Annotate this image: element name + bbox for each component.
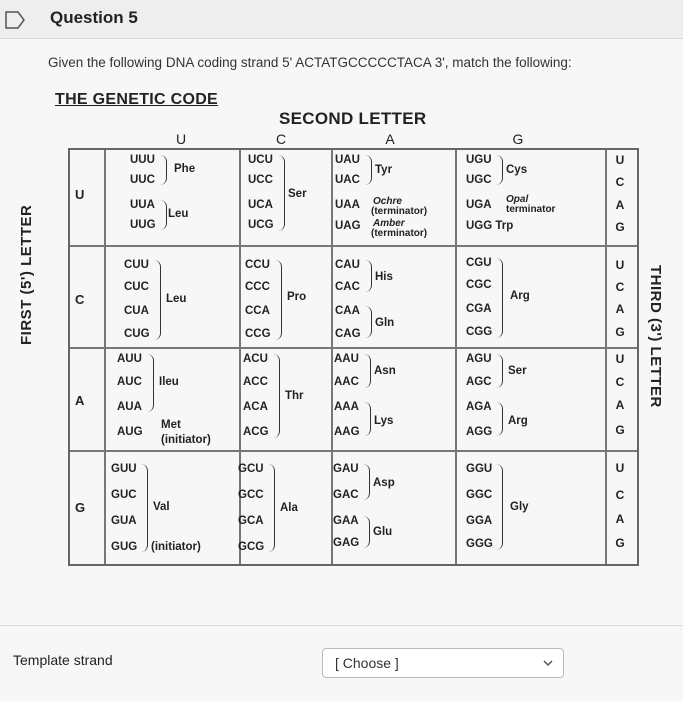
third-letter-label: THIRD (3') LETTER <box>647 265 664 408</box>
amino-acid: Tyr <box>375 164 393 176</box>
amino-acid: His <box>375 271 393 283</box>
question-header <box>0 0 683 39</box>
codon: CCC <box>245 281 270 293</box>
codon: AGU <box>466 353 492 365</box>
amino-acid: Ileu <box>159 376 179 388</box>
third-base: A <box>615 198 625 212</box>
codon: UGA <box>466 199 492 211</box>
codon: AGC <box>466 376 492 388</box>
codon: CUU <box>124 259 149 271</box>
first-base-c: C <box>75 292 85 307</box>
codon: UAG <box>335 220 361 232</box>
codon: GCG <box>238 541 265 553</box>
codon: CGG <box>466 326 493 338</box>
third-base: G <box>615 423 625 437</box>
codon: UGG Trp <box>466 220 514 232</box>
codon: GAG <box>333 537 360 549</box>
amino-acid: Ser <box>508 365 527 377</box>
codon: GCC <box>238 489 264 501</box>
col-header-g: G <box>512 131 524 147</box>
third-base: G <box>615 325 625 339</box>
third-base: A <box>615 398 625 412</box>
amino-acid: Thr <box>285 390 304 402</box>
amino-acid: Leu <box>166 293 187 305</box>
codon: ACG <box>243 426 269 438</box>
amino-acid: Arg <box>510 290 530 302</box>
codon: GUU <box>111 463 137 475</box>
codon: UUG <box>130 219 156 231</box>
codon: GGG <box>466 538 493 550</box>
flag-icon[interactable] <box>4 10 26 30</box>
first-base-u: U <box>75 187 85 202</box>
first-letter-label: FIRST (5') LETTER <box>18 204 35 345</box>
genetic-code-title: THE GENETIC CODE <box>55 91 219 108</box>
codon: CGC <box>466 279 492 291</box>
codon: GGU <box>466 463 493 475</box>
codon: GAC <box>333 489 359 501</box>
codon: CCA <box>245 305 270 317</box>
amino-acid: Lys <box>374 415 394 427</box>
codon: AUC <box>117 376 142 388</box>
col-header-c: C <box>275 131 287 147</box>
codon: CAC <box>335 281 360 293</box>
codon: UCU <box>248 154 273 166</box>
first-base-a: A <box>75 393 85 408</box>
codon: CCG <box>245 328 271 340</box>
codon: CGU <box>466 257 492 269</box>
codon: UAU <box>335 154 360 166</box>
chevron-down-icon <box>543 658 553 668</box>
codon: ACA <box>243 401 268 413</box>
third-base: U <box>615 461 625 475</box>
codon: CAU <box>335 259 360 271</box>
amino-acid: Leu <box>168 208 189 220</box>
amino-acid: Gly <box>510 501 529 513</box>
template-strand-select[interactable] <box>322 648 564 678</box>
amino-acid: Phe <box>174 163 196 175</box>
third-base: U <box>615 153 625 167</box>
codon: AAU <box>334 353 359 365</box>
amino-acid-note: (initiator) <box>161 434 211 446</box>
codon: AUA <box>117 401 142 413</box>
codon: ACC <box>243 376 268 388</box>
first-base-g: G <box>75 500 86 515</box>
codon: GAU <box>333 463 359 475</box>
codon: GCA <box>238 515 264 527</box>
template-strand-label: Template strand <box>13 652 113 668</box>
codon: GAA <box>333 515 359 527</box>
codon: CAG <box>335 328 361 340</box>
codon: UUA <box>130 199 155 211</box>
codon: AAC <box>334 376 359 388</box>
amino-acid-note: (initiator) <box>151 541 201 553</box>
third-base: C <box>615 488 625 502</box>
codon: UAC <box>335 174 360 186</box>
codon: CCU <box>245 259 270 271</box>
codon: GGA <box>466 515 493 527</box>
third-base: A <box>615 302 625 316</box>
third-base: A <box>615 512 625 526</box>
codon: UAA <box>335 199 360 211</box>
codon: AAA <box>334 401 359 413</box>
third-base: C <box>615 175 625 189</box>
codon: UCA <box>248 199 273 211</box>
third-base: C <box>615 280 625 294</box>
codon: AGA <box>466 401 492 413</box>
codon: UGU <box>466 154 492 166</box>
amino-acid: Gln <box>375 317 395 329</box>
codon: GUC <box>111 489 137 501</box>
amino-acid: Asn <box>374 365 396 377</box>
second-letter-label: SECOND LETTER <box>279 109 427 128</box>
codon: GUG <box>111 541 138 553</box>
third-base: C <box>615 375 625 389</box>
codon: UUC <box>130 174 155 186</box>
third-base: U <box>615 352 625 366</box>
question-prompt: Given the following DNA coding strand 5' ACTATGCCCCCTACA 3', match the following: <box>48 55 572 70</box>
codon: GUA <box>111 515 137 527</box>
amino-acid: Arg <box>508 415 528 427</box>
amino-acid: Cys <box>506 164 528 176</box>
codon: GCU <box>238 463 264 475</box>
codon: UCG <box>248 219 274 231</box>
codon: AUG <box>117 426 143 438</box>
col-header-a: A <box>385 131 395 147</box>
amino-acid: Ala <box>280 502 298 514</box>
question-title: Question 5 <box>50 8 138 27</box>
codon: UGC <box>466 174 492 186</box>
codon: GGC <box>466 489 493 501</box>
select-value: [ Choose ] <box>335 655 399 671</box>
amino-acid: Ser <box>288 188 307 200</box>
codon: UUU <box>130 154 155 166</box>
third-base: U <box>615 258 625 272</box>
codon: CUG <box>124 328 150 340</box>
col-header-u: U <box>175 131 187 147</box>
codon: AAG <box>334 426 360 438</box>
amino-acid: Val <box>153 501 170 513</box>
codon: CUC <box>124 281 149 293</box>
codon: CGA <box>466 303 492 315</box>
third-base: G <box>615 220 625 234</box>
codon: AUU <box>117 353 142 365</box>
third-base: G <box>615 536 625 550</box>
codon: UCC <box>248 174 273 186</box>
codon: CUA <box>124 305 149 317</box>
codon: CAA <box>335 305 360 317</box>
amino-acid: Glu <box>373 526 393 538</box>
codon: AGG <box>466 426 493 438</box>
codon: ACU <box>243 353 268 365</box>
amino-acid: Met <box>161 419 181 431</box>
amino-acid: Pro <box>287 291 307 303</box>
amino-acid: Asp <box>373 477 395 489</box>
